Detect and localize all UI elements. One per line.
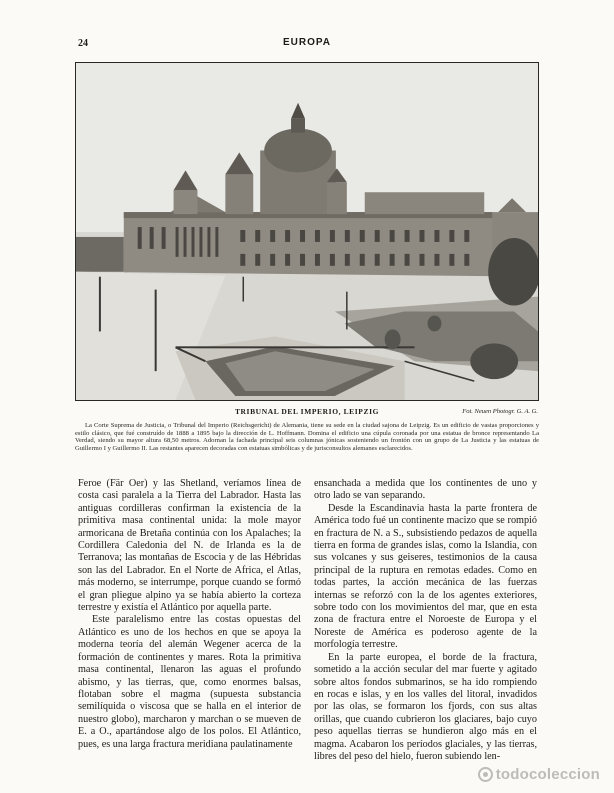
paragraph: Feroe (Fär Oer) y las Shetland, veríamos línea de costa casi paralela a la Tierra del Labrador. Hasta las antiguas cordilleras confirman la existencia de la primitiva masa continental unida: la mole mayor armoricana de Bretaña continúa con los Apalaches; la Cordillera Caledonia del N. de Irlanda es la de Terranova; las montañas de Escocia y de las Hébridas son las del Labrador. En el Norte de Africa, el Atlas, más moderno, se interrumpe, porque cuando se formó el gran pliegue alpino ya se había abierto la corteza terrestre y existía el Atlántico por aquella parte. (78, 478, 301, 614)
paragraph: En la parte europea, el borde de la fractura, sometido a la acción secular del mar fuerte y agitado sobre altos fondos submarinos, se ha ido rompiendo en rocas e islas, y en los valles del litoral, invadidos por las olas, se formaron los fjords, con sus altas orillas, que cuando cubrieron los glaciares, bajo cuyo peso aquellas tierras se hundieron algo más en el magma. Acabaron los períodos glaciales, y las tierras, libres del peso del hielo, fueron subiendo len- (314, 651, 537, 762)
paragraph: Desde la Escandinavia hasta la parte frontera de América todo fué un continente macizo que se rompió en fractura de N. a S., subsistiendo pedazos de aquella tierra en forma de grandes islas, como la Islandia, con sus volcanes y sus geiseres, testimonios de la causa principal de la ruptura en remotas edades. Como en todas partes, la acción mecánica de las fuerzas internas se reforzó con la de los agentes exteriores, sobre todo con los movimientos del mar, que en esta zona de fractura entre el Noroeste de Europa y el Noreste de América es poderoso agente de la morfología terrestre. (314, 502, 537, 651)
left-text-column (78, 478, 301, 751)
photo-caption: La Corte Suprema de Justicia, o Tribunal del Imperio (Reichsgericht) de Alemania, tiene su sede en la ciudad sajona de Leipzig. Es un edificio de vastas proporciones y estilo clásico, que fué construído de 1888 a 1895 bajo la dirección de L. Hoffmann. Domina el edificio una cúpula coronada por una estatua de bronce representando La Verdad, siendo su mayor altura 68,50 metros. Adornan la fachada principal seis columnas jónicas sosteniendo un frontón con un grupo de La Justicia y las estatuas de Guillermo I y Guillermo II. Las restantes aparecen decoradas con estatuas simbólicas y de jurisconsultos alemanes esclarecidos. (75, 422, 539, 452)
photo-title: TRIBUNAL DEL IMPERIO, LEIPZIG (234, 407, 380, 416)
right-text-column (314, 478, 537, 763)
photo-credit: Fot. Neuen Photogr. G. A. G. (462, 408, 538, 415)
watermark-logo-icon (478, 767, 493, 782)
watermark (478, 766, 600, 783)
reichsgericht-illustration (76, 63, 538, 400)
paragraph: ensanchada a medida que los continentes de uno y otro lado se van separando. (314, 478, 537, 502)
watermark-text: todocoleccion (495, 766, 600, 783)
building-photograph (75, 62, 539, 401)
running-title: EUROPA (282, 37, 332, 48)
paragraph: Este paralelismo entre las costas opuestas del Atlántico es uno de los hechos en que se apoya la moderna teoría del alemán Wegener acerca de la formación de continentes y mares. Rota la primitiva masa continental, llenaron las aguas el profundo abismo, y las tierras, que, como enormes balsas, flotaban sobre el magma (supuesta substancia semilíquida o viscosa que se halla en el interior de nuestro globo), marcharon y marchan o se mueven de E. a O., apartándose algo de los polos. El Atlántico, pues, es una larga fractura meridiana paulatinamente (78, 614, 301, 750)
page-number: 24 (78, 38, 88, 49)
